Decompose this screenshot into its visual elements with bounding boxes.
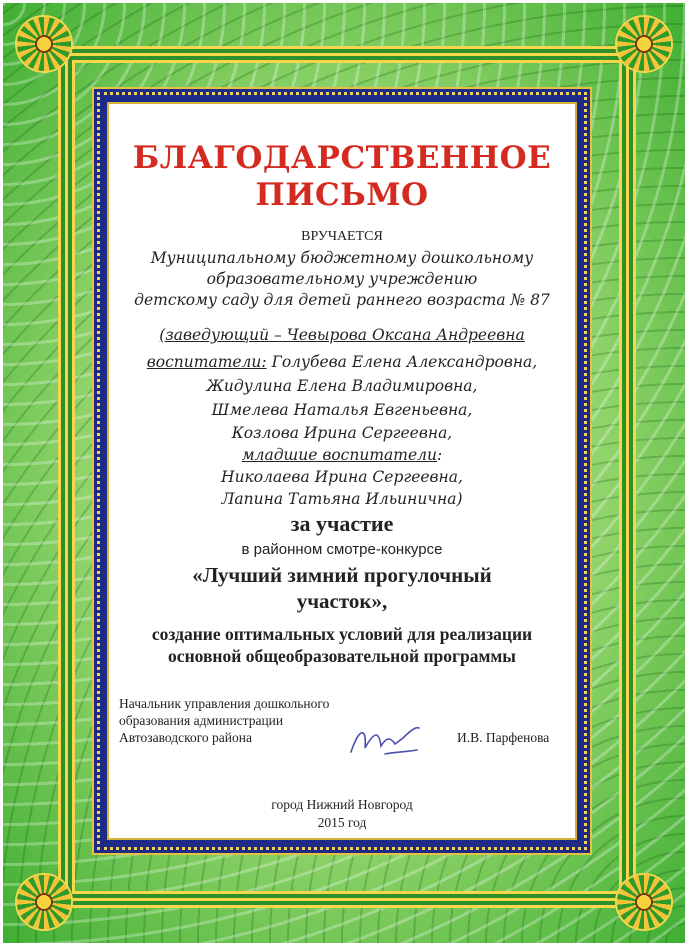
contest-intro: в районном смотре-конкурсе bbox=[241, 541, 443, 558]
head-line bbox=[107, 326, 577, 344]
recipient-line-1: Муниципальному бюджетному дошкольному bbox=[150, 249, 534, 267]
contest-name-line-2: участок», bbox=[296, 589, 388, 613]
educator-name: Козлова Ирина Сергеевна, bbox=[231, 424, 453, 442]
head-role: заведующий bbox=[165, 326, 270, 344]
corner-flower-icon bbox=[17, 875, 71, 929]
title-line-1: БЛАГОДАРСТВЕННОЕ bbox=[132, 140, 552, 176]
educators-line bbox=[107, 353, 577, 371]
junior-educator-name: Николаева Ирина Сергеевна, bbox=[221, 468, 463, 486]
head-prefix: ( bbox=[159, 326, 166, 344]
educator-name: Голубева Елена Александровна, bbox=[266, 353, 538, 371]
junior-educators-label: младшие воспитатели bbox=[241, 446, 437, 464]
year: 2015 год bbox=[317, 815, 367, 830]
junior-educators-line bbox=[107, 446, 577, 464]
city: город Нижний Новгород bbox=[271, 797, 413, 812]
signatory-position-line-2: образования администрации bbox=[119, 713, 284, 728]
junior-educators-suffix: : bbox=[436, 446, 443, 464]
corner-flower-icon bbox=[617, 17, 671, 71]
educator-name: Шмелева Наталья Евгеньевна, bbox=[211, 401, 473, 419]
signatory-position-line-1: Начальник управления дошкольного bbox=[119, 696, 330, 711]
goal-line-1: создание оптимальных условий для реализации bbox=[151, 624, 533, 644]
title-line-2: ПИСЬМО bbox=[255, 177, 429, 213]
head-separator: – bbox=[269, 326, 287, 344]
handwritten-signature bbox=[345, 718, 425, 762]
head-name: Чевырова Оксана Андреевна bbox=[286, 326, 525, 344]
signatory-name: И.В. Парфенова bbox=[457, 730, 550, 745]
goal-line-2: основной общеобразовательной программы bbox=[168, 646, 516, 666]
recipient-line-3: детскому саду для детей раннего возраста № 87 bbox=[134, 291, 550, 309]
signatory-position-line-3: Автозаводского района bbox=[119, 730, 252, 745]
junior-educator-name: Лапина Татьяна Ильинична) bbox=[221, 490, 463, 508]
corner-flower-icon bbox=[17, 17, 71, 71]
educator-name: Жидулина Елена Владимировна, bbox=[206, 377, 478, 395]
for-participation: за участие bbox=[290, 511, 394, 536]
educators-label: воспитатели: bbox=[146, 353, 267, 371]
awarded-label: ВРУЧАЕТСЯ bbox=[301, 229, 383, 244]
recipient-line-2: образовательному учреждению bbox=[206, 270, 478, 288]
contest-name-line-1: «Лучший зимний прогулочный bbox=[192, 563, 492, 587]
corner-flower-icon bbox=[617, 875, 671, 929]
